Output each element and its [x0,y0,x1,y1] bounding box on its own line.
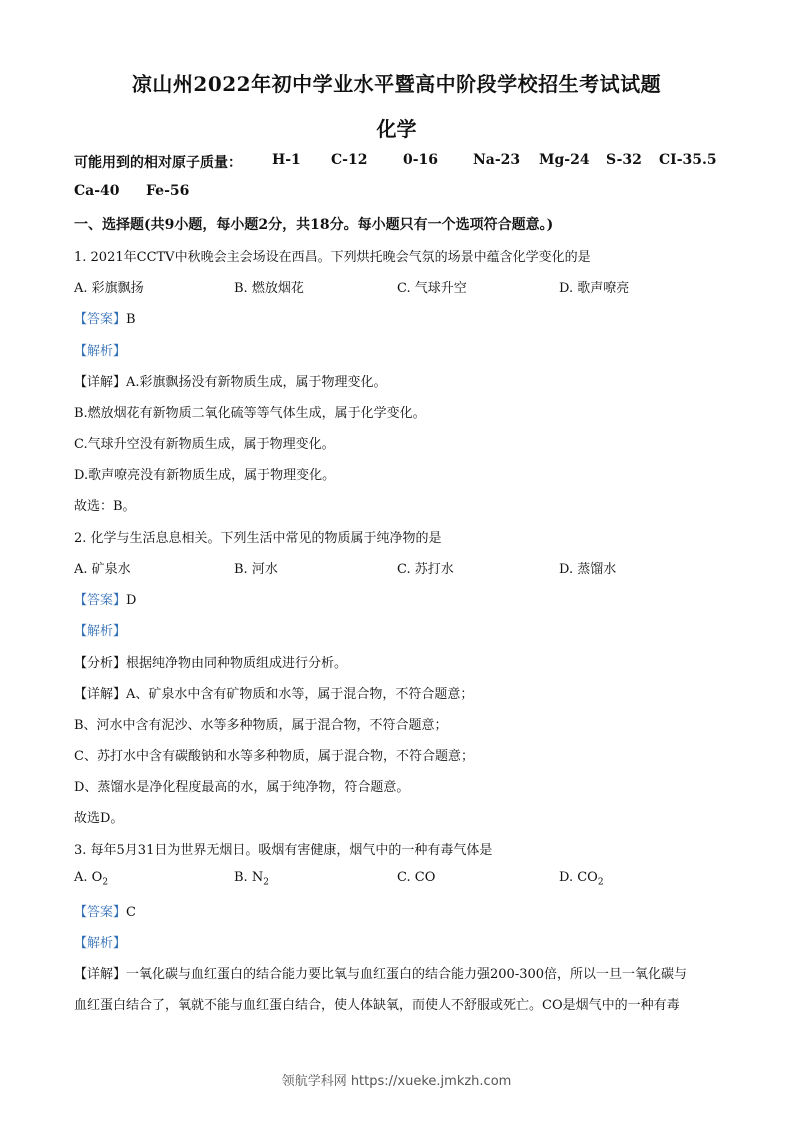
q2-answer [74,589,136,608]
q2-fenxi [74,652,347,671]
section-heading: 一、选择题(共9小题，每小题2分，共18分。每小题只有一个选项符合题意。) [74,217,554,233]
q1-detail-line [74,371,387,390]
q1-conclusion: 故选：B。 [74,499,136,514]
atomic-mass-item: CI-35.5 [659,152,717,168]
atomic-mass-item: Na-23 [473,152,521,168]
answer-value: C [126,905,136,920]
question-2-stem: 2. 化学与生活息息相关。下列生活中常见的物质属于纯净物的是 [74,531,442,546]
atomic-mass-label: 可能用到的相对原子质量： [74,155,242,171]
q2-option-d: D. 蒸馏水 [559,562,617,577]
q2-option-c: C. 苏打水 [397,562,454,577]
q1-option-b: B. 燃放烟花 [234,281,304,296]
q3-detail-line [74,963,722,982]
q2-detail-line [74,683,473,702]
option-text: C. CO [397,870,436,885]
q2-detail-line: B、河水中含有泥沙、水等多种物质，属于混合物，不符合题意； [74,718,448,733]
q3-detail-line: 血红蛋白结合了，氧就不能与血红蛋白结合，使人体缺氧，而使人不舒服或死亡。CO是烟气中的一种有毒 [74,998,680,1013]
detail-text: A.彩旗飘扬没有新物质生成，属于物理变化。 [126,375,387,390]
q1-detail-line: D.歌声嘹亮没有新物质生成，属于物理变化。 [74,468,336,483]
q2-detail-line: C、苏打水中含有碳酸钠和水等多种物质，属于混合物，不符合题意； [74,749,474,764]
detail-tag: 【详解】 [74,967,127,982]
fenxi-text: 根据纯净物由同种物质组成进行分析。 [126,656,348,671]
q2-detail-line: D、蒸馏水是净化程度最高的水，属于纯净物，符合题意。 [74,780,410,795]
atomic-mass-item: H-1 [272,152,301,168]
detail-text: A、矿泉水中含有矿物质和水等，属于混合物，不符合题意； [126,687,474,702]
q2-analysis-tag: 【解析】 [74,624,127,639]
page-footer: 领航学科网 https://xueke.jmkzh.com [281,1074,512,1089]
q3-analysis-tag: 【解析】 [74,936,127,951]
option-text: B. N [234,870,264,885]
question-1-stem: 1. 2021年CCTV中秋晚会主会场设在西昌。下列烘托晚会气氛的场景中蕴含化学变化的是 [74,250,591,265]
q3-answer [74,901,136,920]
q1-option-a: A. 彩旗飘扬 [74,281,144,296]
q3-option-c [397,870,435,885]
answer-tag: 【答案】 [74,905,127,920]
answer-value: B [126,312,136,327]
atomic-mass-item: 0-16 [403,152,439,168]
page-subtitle: 化学 [376,117,417,141]
atomic-mass-item: S-32 [606,152,642,168]
q2-option-a: A. 矿泉水 [74,562,131,577]
answer-tag: 【答案】 [74,593,127,608]
detail-tag: 【详解】 [74,375,127,390]
question-3-stem: 3. 每年5月31日为世界无烟日。吸烟有害健康，烟气中的一种有毒气体是 [74,843,493,858]
fenxi-tag: 【分析】 [74,656,127,671]
atomic-mass-item: Mg-24 [539,152,590,168]
answer-value: D [126,593,137,608]
detail-text: 一氧化碳与血红蛋白的结合能力要比氧与血红蛋白的结合能力强200-300倍，所以一旦一氧化碳与 [126,967,688,982]
q1-option-d: D. 歌声嘹亮 [559,281,630,296]
q3-option-b [234,870,269,888]
q1-detail-line: B.燃放烟花有新物质二氧化硫等等气体生成，属于化学变化。 [74,406,426,421]
q2-option-b: B. 河水 [234,562,278,577]
q3-option-d [559,870,604,888]
option-subscript: 2 [102,877,109,888]
q1-answer [74,308,136,327]
q3-option-a [74,870,108,888]
q1-detail-line: C.气球升空没有新物质生成，属于物理变化。 [74,437,335,452]
q2-conclusion: 故选D。 [74,811,124,826]
q1-analysis-tag: 【解析】 [74,344,127,359]
q1-option-c: C. 气球升空 [397,281,467,296]
option-subscript: 2 [263,877,269,888]
option-subscript: 2 [597,877,604,888]
atomic-mass-item: C-12 [331,152,368,168]
answer-tag: 【答案】 [74,312,127,327]
page-title: 凉山州2022年初中学业水平暨高中阶段学校招生考试试题 [131,72,662,96]
detail-tag: 【详解】 [74,687,127,702]
option-text: A. O [74,870,103,885]
atomic-mass-item: Fe-56 [146,183,190,199]
option-text: D. CO [559,870,598,885]
atomic-mass-item: Ca-40 [74,183,120,199]
